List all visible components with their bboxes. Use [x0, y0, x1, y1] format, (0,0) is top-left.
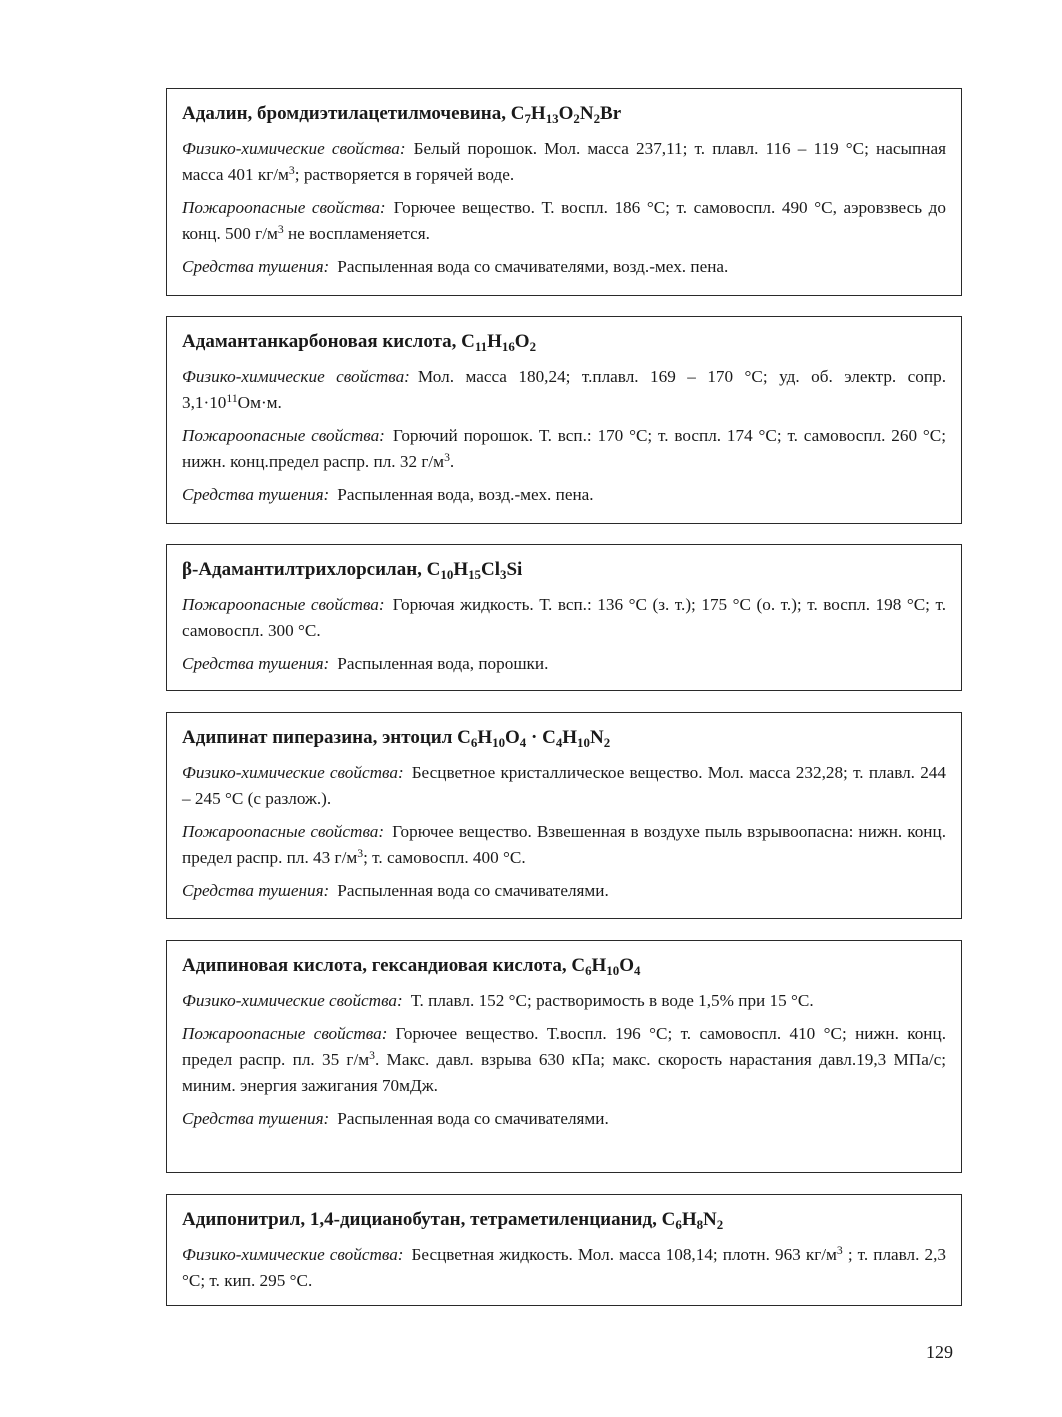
entry-title: Адалин, бромдиэтилацетилмочевина, $C_7H_{13}O_2N_2Br$	[182, 103, 622, 127]
fire-properties: Пожароопасные свойства: Горючий порошок. Т. всп.: 170 °С; т. воспл. 174 °С; т. самовоспл. 260 °С; нижн. конц.предел распр. пл. 32 $г/м^3$.	[182, 426, 946, 471]
entry-title: Адипинат пиперазина, энтоцил $C_6H_{10}O_4 \cdot C_4H_{10}N_2$	[182, 727, 611, 751]
entry-piperazine-adipate	[166, 712, 962, 919]
entry-adipic-acid	[166, 940, 962, 1173]
extinguishing-means: Средства тушения: Распыленная вода, возд.-мех. пена.	[182, 485, 594, 504]
fire-properties: Пожароопасные свойства: Горючее вещество. Т.воспл. 196 °С; т. самовоспл. 410 °С; нижн. конц. предел распр. пл. 35 $г/м^3$. Макс. давл. взрыва 630 кПа; макс. скорость нарастания давл.19,3 МПа/с; миним. энергия зажигания 70мДж.	[182, 1024, 946, 1095]
extinguishing-means: Средства тушения: Распыленная вода со смачивателями, возд.-мех. пена.	[182, 257, 729, 276]
physchem-properties: Физико-химические свойства: Т. плавл. 152 °С; растворимость в воде 1,5% при 15 °С.	[182, 991, 814, 1010]
fire-properties: Пожароопасные свойства: Горючее вещество. Взвешенная в воздухе пыль взрывоопасна: нижн. конц. предел распр. пл. 43 $г/м^3$; т. самовоспл. 400 °С.	[182, 822, 946, 867]
extinguishing-means: Средства тушения: Распыленная вода со смачивателями.	[182, 881, 609, 900]
extinguishing-means: Средства тушения: Распыленная вода, порошки.	[182, 654, 549, 673]
extinguishing-means: Средства тушения: Распыленная вода со смачивателями.	[182, 1109, 609, 1128]
entry-title: Адипиновая кислота, гександиовая кислота, $C_6H_{10}O_4$	[182, 955, 641, 979]
physchem-properties: Физико-химические свойства: Бесцветное кристаллическое вещество. Мол. масса 232,28; т. плавл. 244 – 245 °С (с разлож.).	[182, 763, 946, 808]
entry-title: Адипонитрил, 1,4-дицианобутан, тетраметиленцианид, $C_6H_8N_2$	[182, 1209, 724, 1233]
fire-properties: Пожароопасные свойства: Горючее вещество. Т. воспл. 186 °С; т. самовоспл. 490 °С, аэровзвесь до конц. 500 $г/м^3$ не воспламеняется.	[182, 198, 947, 243]
physchem-properties: Физико-химические свойства: Бесцветная жидкость. Мол. масса 108,14; плотн. 963 $кг/м^3$ ; т. плавл. 2,3 °С; т. кип. 295 °С.	[182, 1244, 946, 1290]
entry-adamantanecarboxylic-acid	[166, 316, 962, 524]
physchem-properties: Физико-химические свойства: Мол. масса 180,24; т.плавл. 169 – 170 °С; уд. об. электр. сопр. $3,1\cdot 10^{11}Ом\cdot м$.	[182, 367, 946, 412]
entry-title: β-Адамантилтрихлорсилан, $C_{10}H_{15}Cl_3Si$	[182, 559, 523, 583]
entry-adalin	[166, 88, 962, 296]
fire-properties: Пожароопасные свойства: Горючая жидкость. Т. всп.: 136 °С (з. т.); 175 °С (о. т.); т. воспл. 198 °С; т. самовоспл. 300 °С.	[182, 595, 946, 640]
entry-title: Адамантанкарбоновая кислота, $C_{11}H_{16}O_2$	[182, 331, 537, 355]
entry-adiponitrile	[166, 1194, 962, 1306]
entry-adamantyltrichlorosilane	[166, 544, 962, 691]
page-number: 129	[926, 1342, 953, 1362]
physchem-properties: Физико-химические свойства: Белый порошок. Мол. масса 237,11; т. плавл. 116 – 119 °С; насыпная масса 401 $кг/м^3$; растворяется в горячей воде.	[182, 139, 946, 184]
